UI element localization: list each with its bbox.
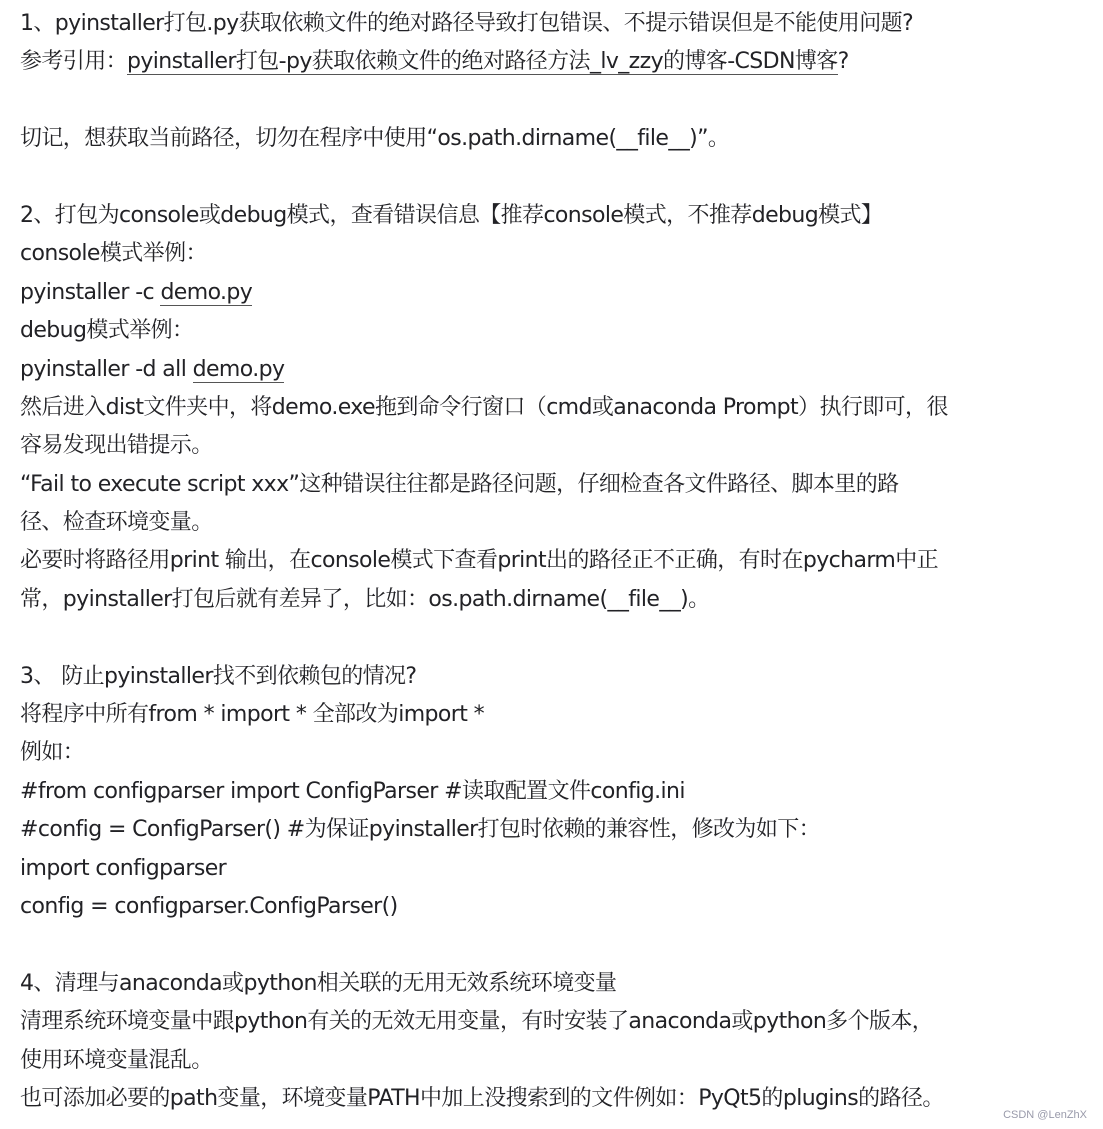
article-body — [20, 5, 1090, 1118]
line-text: ? — [837, 49, 849, 75]
line-text: 参考引用： — [20, 49, 128, 75]
text-line — [20, 389, 1090, 427]
text-line — [20, 197, 1090, 235]
line-text: console模式举例： — [20, 241, 207, 267]
line-text: “Fail to execute script xxx”这种错误往往都是路径问题，仔细检查各文件路径、脚本里的路 — [20, 471, 899, 497]
text-line — [20, 5, 1090, 43]
line-text: import configparser — [20, 855, 227, 881]
text-line — [20, 734, 1090, 772]
watermark: CSDN @LenZhX — [1003, 1109, 1087, 1121]
line-text: 1、pyinstaller打包.py获取依赖文件的绝对路径导致打包错误、不提示错误但是不能使用问题? — [20, 11, 914, 36]
text-line — [20, 427, 1090, 465]
line-text: 也可添加必要的path变量，环境变量PATH中加上没搜索到的文件例如：PyQt5的plugins的路径。 — [20, 1085, 944, 1111]
line-text: 将程序中所有from * import * 全部改为import * — [20, 702, 485, 728]
line-text: debug模式举例： — [20, 318, 194, 344]
text-line — [20, 773, 1090, 811]
text-line — [20, 811, 1090, 849]
line-text: 切记，想获取当前路径，切勿在程序中使用“os.path.dirname(__file__)”。 — [20, 126, 730, 152]
text-line — [20, 1003, 1090, 1041]
article-link[interactable]: demo.py — [192, 356, 285, 382]
line-text: #config = ConfigParser() #为保证pyinstaller打包时依赖的兼容性，修改为如下： — [20, 817, 821, 843]
text-line — [20, 43, 1090, 81]
article-link[interactable]: demo.py — [160, 279, 253, 305]
line-text: 必要时将路径用print 输出，在console模式下查看print出的路径正不正确，有时在pycharm中正 — [20, 548, 939, 574]
line-text: config = configparser.ConfigParser() — [20, 893, 398, 919]
text-line — [20, 504, 1090, 542]
text-line — [20, 120, 1090, 158]
text-line — [20, 1042, 1090, 1080]
blank-line — [20, 926, 1090, 964]
text-line — [20, 965, 1090, 1003]
line-text: 径、检查环境变量。 — [20, 510, 213, 536]
line-text: 容易发现出错提示。 — [20, 433, 213, 459]
line-text: 然后进入dist文件夹中，将demo.exe拖到命令行窗口（cmd或anaconda Prompt）执行即可，很 — [20, 394, 948, 420]
text-line — [20, 850, 1090, 888]
line-text: 使用环境变量混乱。 — [20, 1047, 213, 1073]
line-text: 2、打包为console或debug模式，查看错误信息【推荐console模式，不推荐debug模式】 — [20, 202, 883, 228]
line-text: #from configparser import ConfigParser #读取配置文件config.ini — [20, 778, 685, 804]
line-text: 常，pyinstaller打包后就有差异了，比如：os.path.dirname(__file__)。 — [20, 586, 710, 612]
line-text: 3、 防止pyinstaller找不到依赖包的情况? — [20, 663, 417, 689]
text-line — [20, 235, 1090, 273]
text-line — [20, 466, 1090, 504]
line-text: pyinstaller -c — [20, 279, 161, 305]
line-text: 例如： — [20, 740, 85, 766]
text-line — [20, 351, 1090, 389]
text-line — [20, 312, 1090, 350]
line-text: 4、清理与anaconda或python相关联的无用无效系统环境变量 — [20, 970, 617, 996]
blank-line — [20, 159, 1090, 197]
blank-line — [20, 82, 1090, 120]
line-text: pyinstaller -d all — [20, 356, 193, 382]
blank-line — [20, 619, 1090, 657]
text-line — [20, 1080, 1090, 1118]
article-link[interactable]: pyinstaller打包-py获取依赖文件的绝对路径方法_lv_zzy的博客-CSDN博客 — [127, 49, 838, 75]
text-line — [20, 888, 1090, 926]
line-text: 清理系统环境变量中跟python有关的无效无用变量，有时安装了anaconda或python多个版本， — [20, 1009, 934, 1035]
text-line — [20, 658, 1090, 696]
text-line — [20, 274, 1090, 312]
text-line — [20, 542, 1090, 580]
text-line — [20, 581, 1090, 619]
text-line — [20, 696, 1090, 734]
